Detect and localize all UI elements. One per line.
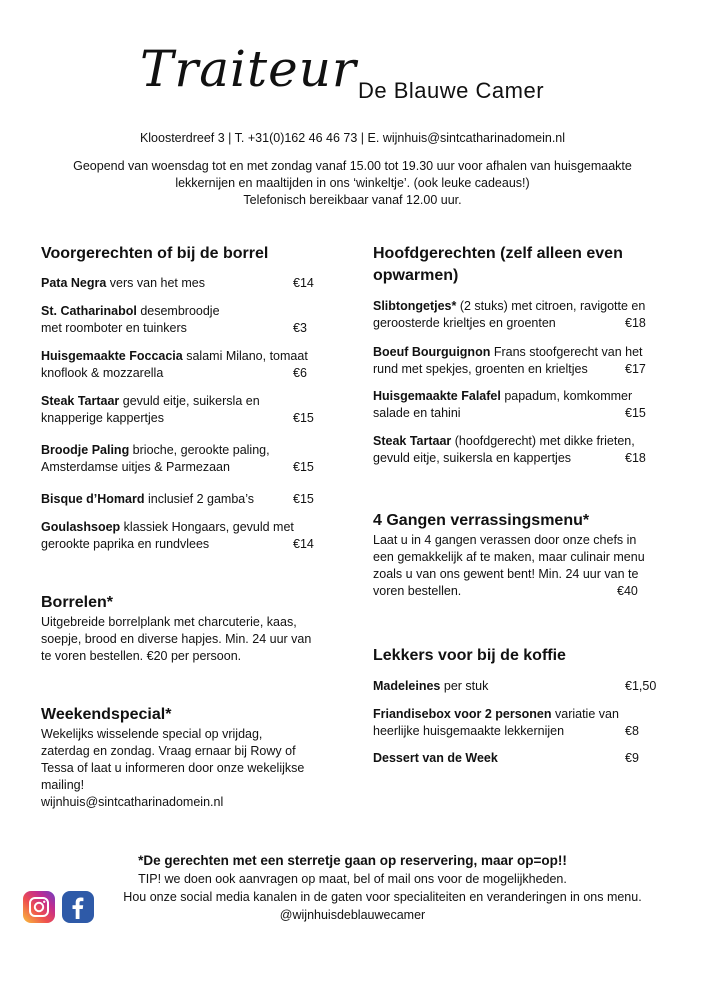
item-name: Bisque d’Homard	[41, 492, 145, 506]
text-line: Uitgebreide borrelplank met charcuterie, kaas,	[41, 615, 297, 629]
menu-item	[41, 275, 331, 292]
social-line: Hou onze social media kanalen in de gaten voor specialiteiten en veranderingen in ons menu.	[123, 890, 642, 904]
item-desc: (hoofdgerecht) met dikke frieten,	[451, 434, 635, 448]
item-desc-line2: geroosterde krieltjes en groenten	[373, 316, 556, 330]
item-desc: variatie van	[551, 707, 619, 721]
text-line: Laat u in 4 gangen verassen door onze chefs in	[373, 533, 637, 547]
footer	[0, 852, 705, 924]
menu-item	[41, 303, 331, 337]
text-line: soepje, brood en diverse hapjes. Min. 24 uur van	[41, 632, 312, 646]
item-price: €15	[293, 460, 314, 474]
text-line: zaterdag en zondag. Vraag ernaar bij Rowy of	[41, 744, 296, 758]
social-handle[interactable]: @wijnhuisdeblauwecamer	[279, 908, 426, 922]
item-desc: desembroodje	[136, 304, 220, 318]
item-desc-line2: heerlijke huisgemaakte lekkernijen	[373, 724, 565, 738]
hours-line: lekkernijen en maaltijden in ons ‘winkeltje’. (ook leuke cadeaus!)	[175, 176, 530, 190]
instagram-icon[interactable]	[23, 891, 55, 923]
section-title-voorgerechten: Voorgerechten of bij de borrel	[41, 245, 269, 262]
facebook-icon[interactable]	[62, 891, 94, 923]
section-title-borrelen: Borrelen*	[41, 594, 114, 611]
left-column	[41, 0, 331, 1000]
item-name: Broodje Paling	[41, 443, 130, 457]
logo-script-title: Traiteur	[140, 40, 357, 98]
item-desc: per stuk	[440, 679, 489, 693]
item-price: €15	[293, 411, 314, 425]
item-name: Boeuf Bourguignon	[373, 345, 491, 359]
item-name: Friandisebox voor 2 personen	[373, 707, 552, 721]
item-desc: brioche, gerookte paling,	[129, 443, 270, 457]
item-name: Steak Tartaar	[41, 394, 120, 408]
text-line: zoals u van ons gewent bent! Min. 24 uur van te	[373, 567, 639, 581]
item-price: €18	[625, 316, 646, 330]
verrassingsmenu-description	[373, 532, 668, 600]
text-line: een gemakkelijk af te maken, maar culinair menu	[373, 550, 645, 564]
item-price: €40	[617, 584, 638, 598]
item-desc-line2: gerookte paprika en rundvlees	[41, 537, 210, 551]
menu-item	[373, 388, 668, 422]
item-desc: Frans stoofgerecht van het	[490, 345, 643, 359]
weekendspecial-description	[41, 726, 336, 811]
borrelen-description	[41, 614, 336, 665]
item-desc-line2: knapperige kappertjes	[41, 411, 164, 425]
right-column	[373, 0, 668, 1000]
item-name: Pata Negra	[41, 276, 107, 290]
item-name: Madeleines	[373, 679, 441, 693]
item-desc-line2: met roomboter en tuinkers	[41, 321, 187, 335]
item-name: Steak Tartaar	[373, 434, 452, 448]
item-desc: papadum, komkommer	[500, 389, 633, 403]
item-price: €14	[293, 276, 314, 290]
section-title-weekendspecial: Weekendspecial*	[41, 706, 172, 723]
item-desc-line2: knoflook & mozzarella	[41, 366, 164, 380]
item-desc-line2: gevuld eitje, suikersla en kappertjes	[373, 451, 572, 465]
item-desc-line2: rund met spekjes, groenten en krieltjes	[373, 362, 588, 376]
item-desc-line2: salade en tahini	[373, 406, 461, 420]
hours-line: Geopend van woensdag tot en met zondag vanaf 15.00 tot 19.30 uur voor afhalen van huisgemaakte	[73, 159, 632, 173]
item-price: €1,50	[625, 679, 657, 693]
tip-line: TIP! we doen ook aanvragen op maat, bel of mail ons voor de mogelijkheden.	[138, 872, 567, 886]
item-name: Huisgemaakte Foccacia	[41, 349, 183, 363]
menu-item	[41, 519, 331, 553]
menu-item	[373, 344, 668, 378]
logo-subtitle: De Blauwe Camer	[358, 78, 545, 103]
menu-item	[373, 298, 668, 332]
menu-item	[41, 491, 331, 508]
item-desc: vers van het mes	[106, 276, 205, 290]
item-name: Slibtongetjes*	[373, 299, 457, 313]
item-desc: salami Milano, tomaat	[182, 349, 308, 363]
menu-item	[373, 750, 668, 767]
section-title-verrassingsmenu: 4 Gangen verrassingsmenu*	[373, 512, 590, 529]
section-title-koffie: Lekkers voor bij de koffie	[373, 647, 566, 664]
menu-item	[373, 678, 668, 695]
email-link[interactable]: wijnhuis@sintcatharinadomein.nl	[41, 795, 224, 809]
menu-item	[41, 348, 331, 382]
item-price: €6	[293, 366, 307, 380]
text-line: mailing!	[41, 778, 85, 792]
menu-item	[41, 393, 331, 427]
item-price: €15	[625, 406, 646, 420]
item-price: €3	[293, 321, 307, 335]
menu-item	[373, 433, 668, 467]
item-name: Huisgemaakte Falafel	[373, 389, 501, 403]
item-price: €14	[293, 537, 314, 551]
text-line: Wekelijks wisselende special op vrijdag,	[41, 727, 263, 741]
item-price: €17	[625, 362, 646, 376]
item-desc-line2: Amsterdamse uitjes & Parmezaan	[41, 460, 230, 474]
reservation-note: *De gerechten met een sterretje gaan op reservering, maar op=op!!	[138, 853, 567, 868]
hours-line: Telefonisch bereikbaar vanaf 12.00 uur.	[243, 193, 462, 207]
title-line: opwarmen)	[373, 267, 459, 284]
item-price: €15	[293, 492, 314, 506]
item-price: €9	[625, 751, 639, 765]
text-line: Tessa of laat u informeren door onze wekelijkse	[41, 761, 305, 775]
menu-item	[41, 442, 331, 476]
item-price: €18	[625, 451, 646, 465]
item-desc: klassiek Hongaars, gevuld met	[120, 520, 294, 534]
title-line: Hoofdgerechten (zelf alleen even	[373, 245, 623, 262]
item-name: Dessert van de Week	[373, 751, 498, 765]
text-line: te voren bestellen. €20 per persoon.	[41, 649, 242, 663]
menu-item	[373, 706, 668, 740]
item-price: €8	[625, 724, 639, 738]
item-desc: inclusief 2 gamba’s	[144, 492, 255, 506]
item-name: St. Catharinabol	[41, 304, 137, 318]
section-title-hoofdgerechten	[373, 243, 668, 287]
item-desc: gevuld eitje, suikersla en	[119, 394, 260, 408]
text-line: voren bestellen.	[373, 584, 462, 598]
item-desc: (2 stuks) met citroen, ravigotte en	[456, 299, 646, 313]
item-name: Goulashsoep	[41, 520, 121, 534]
contact-line: Kloosterdreef 3 | T. +31(0)162 46 46 73 | E. wijnhuis@sintcatharinadomein.nl	[139, 131, 566, 145]
